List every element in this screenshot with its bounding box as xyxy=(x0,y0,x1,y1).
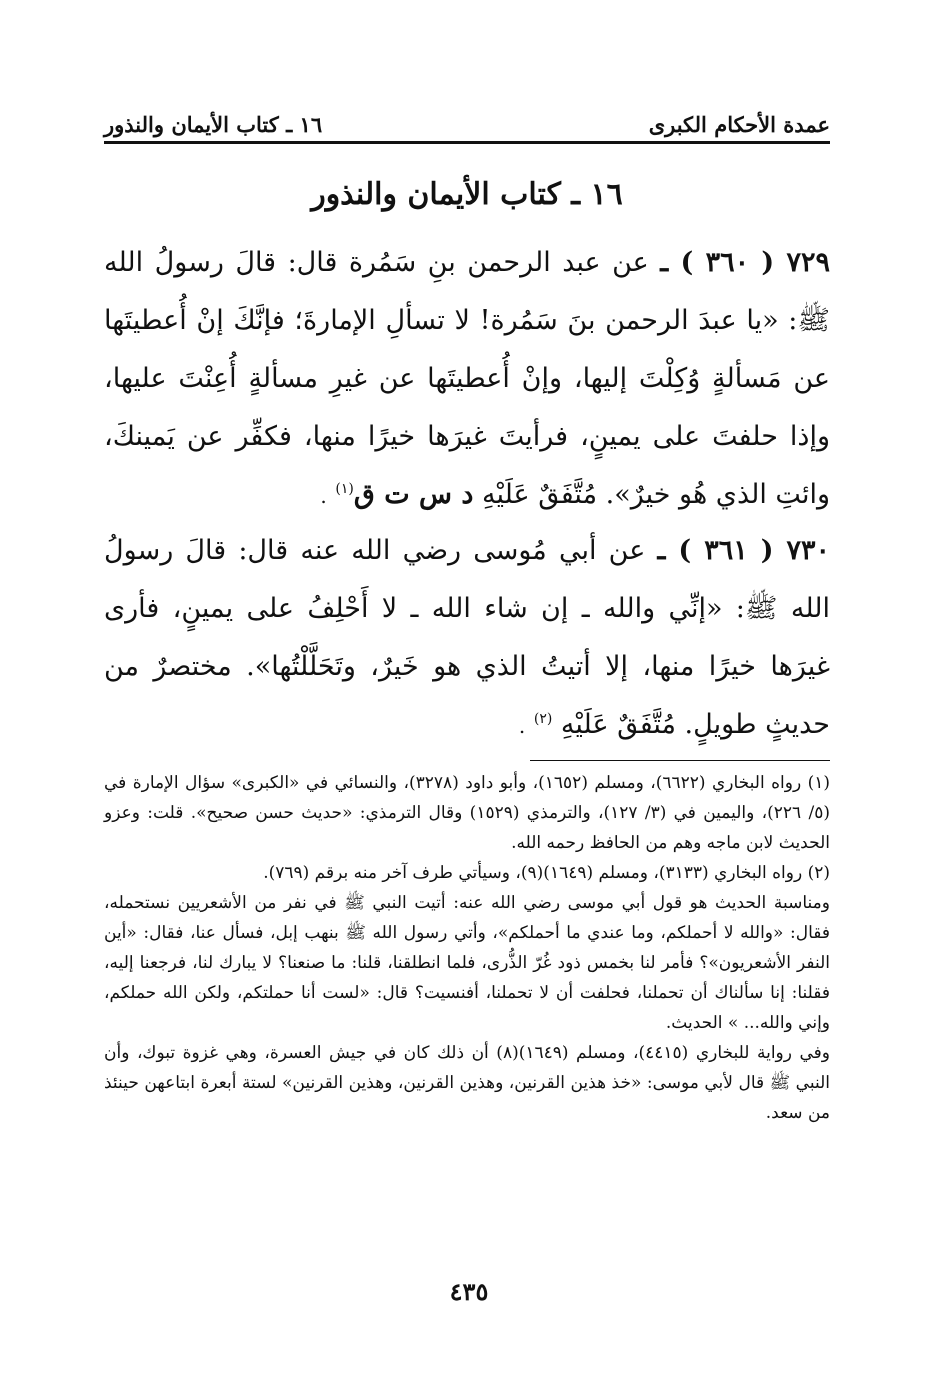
hadith-730 xyxy=(104,522,830,755)
hadith-text: عن عبد الرحمن بنِ سَمُرة قال: قالَ رسولُ الله ﷺ: «يا عبدَ الرحمن بنَ سَمُرة! لا تسألِ الإمارةَ؛ فإنَّكَ إنْ أُعطيتَها عن مَسألةٍ وُكِلْتَ إليها، وإنْ أُعطيتَها عن غيرِ مسألةٍ أُعِنْتَ عليها، وإذا حلفتَ على يمينٍ، فرأيتَ غيرَها خيرًا منها، فكفِّر عن يَمينكَ، وائتِ الذي هُو خيرٌ». مُتَّفَقٌ عَلَيْهِ xyxy=(104,247,830,510)
sentence-end: . xyxy=(320,484,327,508)
hadith-paragraph xyxy=(104,522,830,755)
hadith-number: ٧٢٩ ( ٣٦٠ ) ـ xyxy=(660,247,830,278)
footnote-2-context: ومناسبة الحديث هو قول أبي موسى رضي الله عنه: أتيت النبي ﷺ في نفر من الأشعريين نستحمله، فقال: «والله لا أحملكم، وما عندي ما أحملكم»، وأتي رسول الله ﷺ بنهب إبل، فسأل عنا، فقال: «أين النفر الأشعريون»؟ فأمر لنا بخمس ذود غُرّ الذُّرى، فلما انطلقنا، قلنا: ما صنعنا؟ لا يبارك لنا، فرجعنا إليه، فقلنا: إنا سألناك أن تحملنا، فحلفت أن لا تحملنا، أفنسيت؟ قال: «لست أنا حملتكم، ولكن الله حملكم، وإني والله... » الحديث. xyxy=(104,893,830,1033)
hadith-text: عن أبي مُوسى رضي الله عنه قال: قالَ رسولُ الله ﷺ: «إنِّي والله ـ إن شاء الله ـ لا أَحْلِفُ على يمينٍ، فأرى غيرَها خيرًا منها، إلا أتيتُ الذي هو خَيرٌ، وتَحَلَّلْتُها». مختصرٌ من حديثٍ طويلٍ. مُتَّفَقٌ عَلَيْهِ xyxy=(104,535,830,740)
footnote-2-variant: وفي رواية للبخاري (٤٤١٥)، ومسلم (١٦٤٩)(٨) أن ذلك كان في جيش العسرة، وهي غزوة تبوك، وأن النبي ﷺ قال لأبي موسى: «خذ هذين القرنين، وهذين القرنين، وهذين القرنين» لستة أبعرة ابتاعهن حينئذ من سعد. xyxy=(104,1043,831,1123)
page-number: ٤٣٥ xyxy=(449,1277,489,1306)
chapter-reference: ١٦ ـ كتاب الأيمان والنذور xyxy=(104,112,323,137)
footnote-1: (١) رواه البخاري (٦٦٢٢)، ومسلم (١٦٥٢)، وأبو داود (٣٢٧٨)، والنسائي في «الكبرى» سؤال الإمارة في (٥/ ٢٢٦)، واليمين في (٣/ ١٢٧)، والترمذي (١٥٢٩) وقال الترمذي: «حديث حسن صحيح». قلت: وعزو الحديث لابن ماجه وهم من الحافظ رحمه الله. xyxy=(104,773,831,853)
book-title: عمدة الأحكام الكبرى xyxy=(648,112,830,137)
footnote-marker: (١) xyxy=(335,481,354,497)
source-symbols: د س ت ق xyxy=(353,479,474,510)
running-header xyxy=(104,96,830,140)
footnote-marker: (٢) xyxy=(533,711,553,727)
footnotes xyxy=(104,768,830,1128)
header-rule xyxy=(104,141,830,144)
footnote-rule xyxy=(530,760,830,761)
hadith-paragraph xyxy=(104,234,830,525)
hadith-729 xyxy=(104,234,830,525)
hadith-number: ٧٣٠ ( ٣٦١ ) ـ xyxy=(657,535,830,566)
footnote-2: (٢) رواه البخاري (٣١٣٣)، ومسلم (١٦٤٩)(٩)، وسيأتي طرف آخر منه برقم (٧٦٩). xyxy=(263,863,830,883)
sentence-end: . xyxy=(518,714,526,738)
chapter-title: ١٦ ـ كتاب الأيمان والنذور xyxy=(311,177,623,212)
